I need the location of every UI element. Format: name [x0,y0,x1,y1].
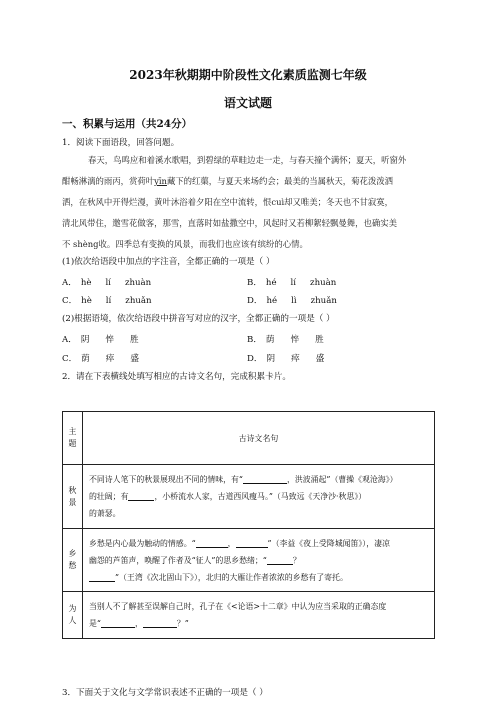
row-topic-autumn: 秋景 [63,465,83,529]
table-row [63,592,435,639]
blank-input[interactable] [236,538,268,548]
option-c[interactable]: C． hè lí zhuǎn [62,296,152,306]
passage-line-2: 酣畅淋漓的雨丙，赏荷叶yīn藏下的红蕖，与夏天来场约会；最美的当属秋天，菊花泼泼洒 [62,176,394,186]
option-b[interactable]: B． hé lí zhuàn [247,278,337,288]
option-b-2[interactable]: B． 荫 悴 胜 [247,335,324,345]
pinyin-cui: cuì [271,197,285,207]
row-topic-homesick: 乡愁 [63,529,83,592]
blank-input[interactable] [196,538,228,548]
passage-line-5: 不 shèng收。四季总有变换的风景，而我们也应该有缤纷的心情。 [62,239,308,249]
pinyin-sheng: shèng [73,239,99,249]
exam-title: 2023年秋期期中阶段性文化素质监测七年级 [129,68,367,82]
question-3-stem: 3．下面关于文化与文学常识表述不正确的一项是（ ） [62,688,268,698]
question-1-stem: 1．阅读下面语段，回答问题。 [62,138,180,148]
pinyin-yin: yīn [154,176,167,186]
exam-subtitle: 语文试题 [223,96,272,110]
blank-input[interactable] [143,618,177,628]
table-row [63,529,435,592]
question-2-stem: 2．请在下表横线处填写相应的古诗文名句，完成积累卡片。 [62,372,291,382]
passage-line-4: 清北风带住，邀雪花做客，那雪，直落时如盐撒空中，风起时又若柳絮轻飘曼舞，也确实美 [62,218,397,228]
passage-line-3: 洒，在秋风中开得烂漫，黄叶沐浴着夕阳在空中流转，恨cuì却又唯美；冬天也不甘寂寞， [62,197,394,207]
option-a-2[interactable]: A． 阴 悴 胜 [62,335,139,345]
blank-input[interactable] [89,572,115,582]
sub-question-2-stem: (2)根据语境，依次给语段中拼音写对应的汉字，全都正确的一项是（ ） [62,314,335,324]
poem-card-table [62,411,435,639]
row-content-conduct: 当别人不了解甚至误解自己时，孔子在《<论语>十二章》中认为应当采取的正确态度 是“ ， ？” [83,592,435,639]
header-topic: 主题 [63,412,83,465]
blank-input[interactable] [128,491,154,501]
blank-input[interactable] [267,555,293,565]
row-content-homesick: 乡愁是内心最为触动的情感。“ ， ”（李益《夜上受降城闻笛》），凄凉 幽怨的芦笛声，唤醒了作者及“征人”的思乡愁绪；“ ？ ”（王湾《次北固山下》），北归的大雁让作者浓浓的乡愁有了寄托。 [83,529,435,592]
row-topic-conduct: 为人 [63,592,83,639]
table-header-row [63,412,435,465]
passage-line-1: 春天，鸟鸣应和着溪水歌唱，到碧绿的草畦边走一走，与春天撞个满怀；夏天，听窗外 [88,155,407,165]
option-a[interactable]: A． hè lí zhuàn [62,278,152,288]
row-content-autumn: 不同诗人笔下的秋景展现出不同的情味，有“ ，洪波涌起”（曹操《观沧海》） 的壮阔；有 ，小桥流水人家，古道西风瘦马。”（马致远《天净沙·秋思》） 的萧瑟。 [83,465,435,529]
header-content: 古诗文名句 [83,412,435,465]
option-d-2[interactable]: D． 阴 瘁 盛 [247,354,325,364]
section-heading: 一、积累与运用（共24分） [62,118,193,130]
table-row [63,465,435,529]
blank-input[interactable] [243,474,287,484]
blank-input[interactable] [101,618,135,628]
sub-question-1-stem: (1)依次给语段中加点的字注音，全都正确的一项是（ ） [62,257,275,267]
option-d[interactable]: D． hé lì zhuǎn [247,296,337,306]
option-c-2[interactable]: C． 荫 瘁 盛 [62,354,139,364]
